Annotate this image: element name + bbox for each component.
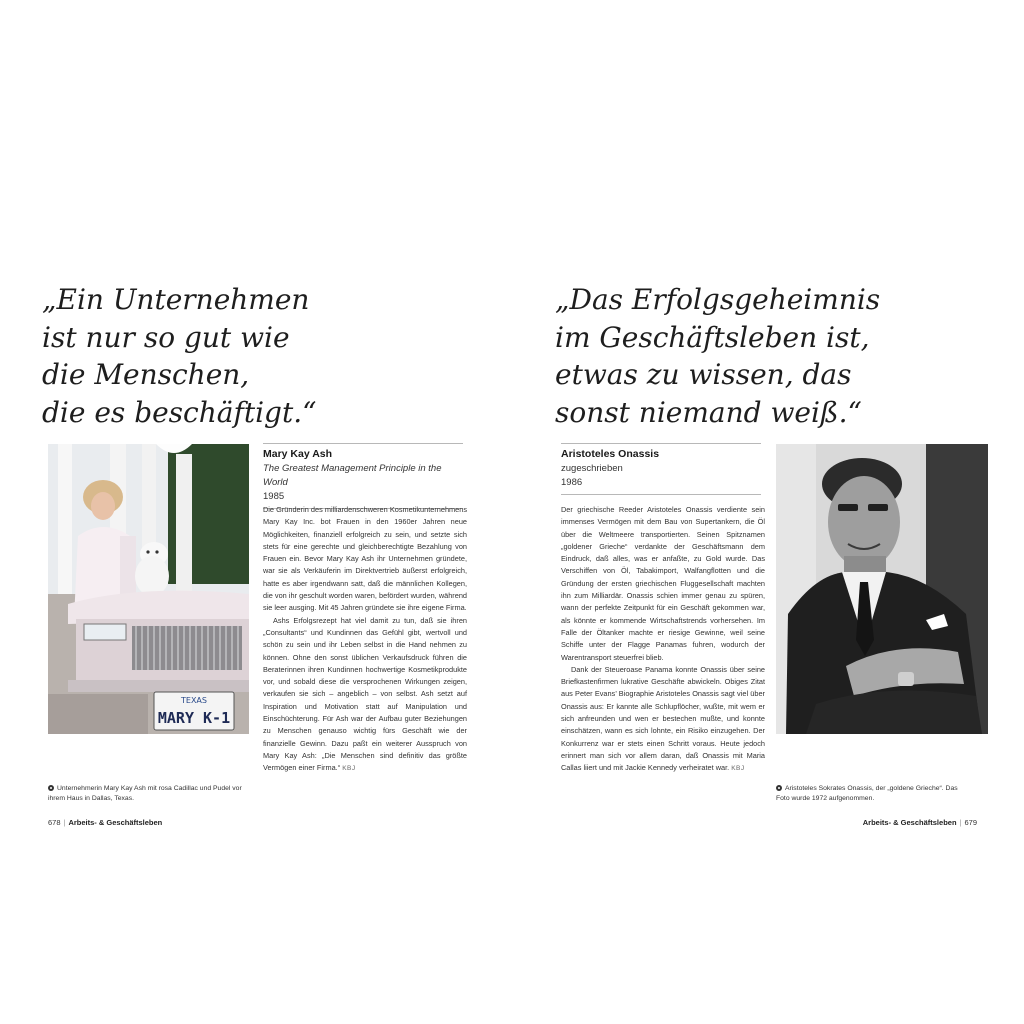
body-text xyxy=(561,504,765,776)
source-year: 1985 xyxy=(263,490,463,509)
separator: | xyxy=(959,818,962,827)
photo-caption xyxy=(776,784,966,803)
quote-source xyxy=(263,443,463,509)
page-footer xyxy=(48,818,162,827)
separator: | xyxy=(63,818,66,827)
caption-text: Unternehmerin Mary Kay Ash mit rosa Cadillac und Pudel vor ihrem Haus in Dallas, Texas. xyxy=(48,785,242,802)
source-work: The Greatest Management Principle in the World xyxy=(263,463,442,488)
quote-line: „Das Erfolgsgeheimnis xyxy=(555,283,881,316)
photo-aristoteles-onassis xyxy=(776,444,988,734)
body-text xyxy=(263,504,467,776)
section-title: Arbeits- & Geschäftsleben xyxy=(862,818,957,827)
author-signature: KBJ xyxy=(731,765,745,773)
paragraph-text: Ashs Erfolgsrezept hat viel damit zu tun, daß sie ihren „Consultants“ und Kundinnen das Gefühl gibt, wertvoll und schön zu sein und ihr Leben selbst in die Hand nehmen zu können. Ohne den sonst üblichen Verkaufsdruck führen die Beraterinnen ihren Kundinnen hochwertige Kosmetikprodukte vor, und sobald diese die versprochenen Wirkungen zeigen, verkaufen sie sich – angeblich – von selbst. Ash setzt auf Inspiration und Motivation statt auf Manipulation und Einschüchterung. Für Ash war der Aufbau guter Beziehungen zu Menschen genauso wichtig fürs Geschäft wie der finanzielle Gewinn. Dazu paßt ein weiterer Ausspruch von Mary Kay Ash: „Die Menschen sind definitiv das größte Vermögen einer Firma.“ xyxy=(263,615,467,773)
page-footer xyxy=(863,818,977,827)
page-number: 679 xyxy=(964,818,977,827)
quote-line: ist nur so gut wie xyxy=(42,320,290,354)
photo-mary-kay-ash xyxy=(48,444,249,734)
quote-line: etwas zu wissen, das xyxy=(555,358,852,391)
author-name: Aristoteles Onassis xyxy=(561,448,660,460)
source-work: zugeschrieben xyxy=(561,463,623,474)
page-number: 678 xyxy=(48,818,61,827)
section-title: Arbeits- & Geschäftsleben xyxy=(68,818,163,827)
paragraph xyxy=(561,664,765,776)
author-name: Mary Kay Ash xyxy=(263,448,333,460)
quote-line: „Ein Unternehmen xyxy=(42,283,310,316)
quote-line: die Menschen, xyxy=(42,358,250,391)
photo-caption xyxy=(48,784,258,803)
quote-line: im Geschäftsleben ist, xyxy=(555,320,870,354)
pull-quote xyxy=(555,281,880,431)
camera-icon xyxy=(776,785,782,791)
paragraph xyxy=(263,615,467,776)
quote-source xyxy=(561,443,761,495)
quote-line: die es beschäftigt.“ xyxy=(42,395,317,429)
caption-text: Aristoteles Sokrates Onassis, der „goldene Grieche“. Das Foto wurde 1972 aufgenommen. xyxy=(776,785,958,802)
camera-icon xyxy=(48,785,54,791)
author-signature: KBJ xyxy=(342,765,356,773)
quote-line: sonst niemand weiß.“ xyxy=(555,395,862,429)
source-year: 1986 xyxy=(561,476,761,495)
right-page xyxy=(512,0,1024,1024)
plate-state: TEXAS xyxy=(181,696,207,705)
paragraph-text: Dank der Steueroase Panama konnte Onassis über seine Briefkastenfirmen lukrative Geschäfte abwickeln. Obiges Zitat aus Peter Evans’ Biographie Aristoteles Onassis sagt viel über Onassis aus: Er kannte alle Schlupflöcher, wußte, mit wem er sich anfreunden und wen er bestechen mußte, und konnte einschätzen, wann es sich lohnte, ein Risiko einzugehen. Der Konkurrenz war er stets einen Schritt voraus. Heute jedoch erinnert man sich vor allem daran, daß Onassis mit Maria Callas liiert und mit Jackie Kennedy verheiratet war. xyxy=(561,664,765,773)
paragraph: Die Gründerin des milliardenschweren Kosmetikunternehmens Mary Kay Inc. bot Frauen in den 1960er Jahren neue Möglichkeiten, finanziell erfolgreich zu sein, und setzte sich stets für eine gerechte und gleichberechtigte Bezahlung von Frauen ein. Bevor Mary Kay Ash ihr Unternehmen gründete, war sie als Verkäuferin im Direktvertrieb äußerst erfolgreich, hatte es aber irgendwann satt, daß die männlichen Kollegen, die von ihr geschult worden waren, befördert wurden, während sie leer ausging. Mit 45 Jahren gründete sie ihre eigene Firma. xyxy=(263,505,467,613)
plate-text: MARY K-1 xyxy=(157,709,231,727)
paragraph: Der griechische Reeder Aristoteles Onassis verdiente sein immenses Vermögen mit dem Bau von Supertankern, die Öl über die Weltmeere transportierten. Seinen Spitznamen „goldener Grieche“ verdankte der Geschäftsmann dem Eindruck, daß alles, was er anfaßte, zu Gold wurde. Das Verschiffen von Öl, Tabakimport, Walfangflotten und die Gründung der ersten griechischen Fluggesellschaft machten ihn zum Milliardär. Onassis schien immer genau zu spüren, wann der perfekte Zeitpunkt für ein Geschäft gekommen war, als könnte er kommende Wirtschaftstrends vorhersehen. Im Falle der Öltanker machte er riesige Gewinne, weil seine Schiffe unter der Flagge Panamas fuhren, wodurch der Warentransport steuerfrei blieb. xyxy=(561,505,765,662)
pull-quote xyxy=(42,281,316,431)
